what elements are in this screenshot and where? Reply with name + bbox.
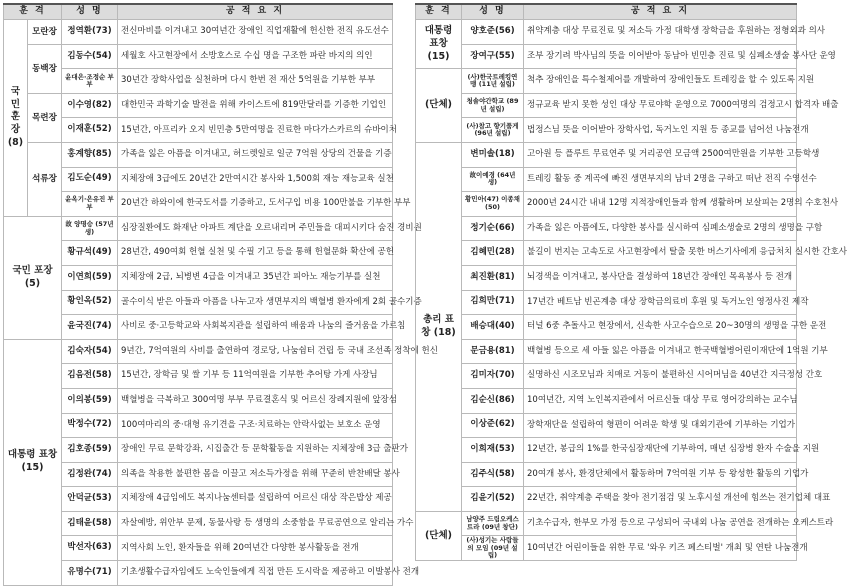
- recipient-name: 문금용(81): [462, 339, 524, 364]
- merit-summary: 지역사회 노인, 환자들을 위해 20여년간 다양한 봉사활동을 전개: [118, 536, 393, 561]
- recipient-name: 변미솔(18): [462, 142, 524, 167]
- merit-summary: 지체장애 3급에도 20년간 2만여시간 봉사와 1,500회 재능 재능교육 실천: [118, 167, 393, 192]
- table-row: [416, 511, 797, 536]
- recipient-name: 유명수(71): [62, 561, 118, 586]
- left-award-table: [3, 3, 438, 586]
- merit-summary: 대한민국 과학기술 발전을 위해 카이스트에 819만달러를 기증한 기업인: [118, 93, 393, 118]
- table-row: [416, 69, 797, 94]
- header-name: 성 명: [462, 4, 524, 20]
- left-header-row: [4, 4, 393, 20]
- award-type-cell: 국민 포장 (5): [4, 216, 62, 339]
- recipient-name: 故 양명승 (57년생): [62, 216, 118, 241]
- recipient-name: 윤국진(74): [62, 315, 118, 340]
- table-row: [416, 265, 797, 290]
- award-type-cell: (단체): [416, 511, 462, 560]
- merit-summary: 취약계층 대상 무료진료 및 저소득 가정 대학생 장학금을 후원하는 정형외과 의사: [524, 20, 797, 45]
- recipient-name: (사)참고 향기품게 (96년 설립): [462, 118, 524, 143]
- recipient-name: 박정수(72): [62, 413, 118, 438]
- table-row: [4, 118, 393, 143]
- table-row: [4, 511, 393, 536]
- medal-class-cell: 목련장: [28, 93, 62, 142]
- right-award-table: [415, 3, 847, 561]
- award-type-cell: 대통령 표창 (15): [4, 339, 62, 585]
- table-row: [4, 216, 393, 241]
- merit-summary: 15년간, 아프리카 오지 빈민층 5만여명을 진료한 마다가스카르의 슈바이처: [118, 118, 393, 143]
- table-row: [4, 20, 393, 45]
- table-row: [4, 339, 393, 364]
- recipient-name: 故이예경 (64년생): [462, 167, 524, 192]
- merit-summary: 전신마비를 이겨내고 30여년간 장애인 직업재활에 헌신한 전직 유도선수: [118, 20, 393, 45]
- merit-summary: 장학재단을 설립하여 형편이 어려운 학생 및 대외기관에 기부하는 기업가: [524, 413, 797, 438]
- merit-summary: 30년간 장학사업을 실천하며 다시 한번 전 재산 5억원을 기부한 부부: [118, 69, 393, 94]
- merit-summary: 9년간, 7억여원의 사비를 출연하여 경로당, 나눔쉼터 건립 등 국내 조선족 정착에 헌신: [118, 339, 393, 364]
- recipient-name: 이연희(59): [62, 265, 118, 290]
- merit-summary: 고아원 등 플루트 무료연주 및 거리공연 모금액 2500여만원을 기부한 고등학생: [524, 142, 797, 167]
- header-award: 훈 격: [4, 4, 62, 20]
- merit-summary: 20년간 하와이에 한국도서를 기증하고, 도서구입 비용 100만불을 기부한 부부: [118, 192, 393, 217]
- merit-summary: 법정스님 뜻을 이어받아 장학사업, 독거노인 지원 등 종교를 넘어선 나눔전개: [524, 118, 797, 143]
- recipient-name: 김동수(54): [62, 44, 118, 69]
- right-header-row: [416, 4, 797, 20]
- recipient-name: 장여구(55): [462, 44, 524, 69]
- recipient-name: 황민아(47) 이종채(50): [462, 192, 524, 217]
- table-row: [416, 20, 797, 45]
- table-row: [4, 44, 393, 69]
- table-row: [416, 93, 797, 118]
- header-merit: 공 적 요 지: [118, 4, 393, 20]
- table-row: [4, 388, 393, 413]
- merit-summary: 지체장애 2급, 뇌병변 4급을 이겨내고 35년간 피아노 재능기부를 실천: [118, 265, 393, 290]
- merit-summary: 20여개 봉사, 환경단체에서 활동하며 7억여원 기부 등 왕성한 활동의 기업가: [524, 462, 797, 487]
- merit-summary: 기초수급자, 한부모 가정 등으로 구성되어 국내외 나눔 공연을 전개하는 오케스트라: [524, 511, 797, 536]
- recipient-name: 양호준(56): [462, 20, 524, 45]
- table-row: [4, 142, 393, 167]
- merit-summary: 자살예방, 위안부 문제, 동물사랑 등 생명의 소중함을 무료공연으로 알리는 가수: [118, 511, 393, 536]
- award-type-cell: 총리 표창 (18): [416, 142, 462, 511]
- merit-summary: 28년간, 490여회 헌혈 실천 및 수필 기고 등을 통해 헌혈문화 확산에 공헌: [118, 241, 393, 266]
- recipient-name: 김도순(49): [62, 167, 118, 192]
- merit-summary: 뇌경색을 이겨내고, 봉사단을 결성하여 18년간 장애인 목욕봉사 등 전개: [524, 265, 797, 290]
- table-row: [416, 536, 797, 561]
- recipient-name: 김음전(58): [62, 364, 118, 389]
- recipient-name: 홍계향(85): [62, 142, 118, 167]
- table-row: [416, 339, 797, 364]
- table-row: [416, 364, 797, 389]
- table-row: [416, 216, 797, 241]
- recipient-name: 김혜민(28): [462, 241, 524, 266]
- recipient-name: 윤대은·조정순 부부: [62, 69, 118, 94]
- header-name: 성 명: [62, 4, 118, 20]
- table-row: [4, 315, 393, 340]
- table-row: [416, 388, 797, 413]
- recipient-name: 남양주 드림오케스트라 (09년 창단): [462, 511, 524, 536]
- recipient-name: 이재훈(52): [62, 118, 118, 143]
- header-merit: 공 적 요 지: [524, 4, 797, 20]
- table-row: [4, 290, 393, 315]
- merit-summary: 트레킹 활동 중 계곡에 빠진 생면부지의 남녀 2명을 구하고 떠난 전직 수영선수: [524, 167, 797, 192]
- merit-summary: 조부 장기려 박사님의 뜻을 이어받아 동남아 빈민층 진료 및 심폐소생술 봉사단 운영: [524, 44, 797, 69]
- table-row: [4, 487, 393, 512]
- table-row: [416, 241, 797, 266]
- recipient-name: 박선자(63): [62, 536, 118, 561]
- award-type-cell: 국민 훈장 (8): [4, 20, 28, 217]
- recipient-name: 김숙자(54): [62, 339, 118, 364]
- merit-summary: 백혈병 등으로 세 아들 잃은 아픔을 이겨내고 한국백혈병어린이재단에 1억원 기부: [524, 339, 797, 364]
- recipient-name: 김미자(70): [462, 364, 524, 389]
- merit-summary: 의족을 착용한 불편한 몸을 이끌고 저소득가정을 위해 꾸준히 반찬배달 봉사: [118, 462, 393, 487]
- table-row: [4, 241, 393, 266]
- recipient-name: 이수영(82): [62, 93, 118, 118]
- table-row: [416, 142, 797, 167]
- table-row: [4, 265, 393, 290]
- recipient-name: 김희만(71): [462, 290, 524, 315]
- merit-summary: 가족을 잃은 아픔에도, 다양한 봉사를 실시하여 심폐소생술로 2명의 생명을 구함: [524, 216, 797, 241]
- award-type-cell: (단체): [416, 69, 462, 143]
- medal-class-cell: 모란장: [28, 20, 62, 45]
- recipient-name: 최진환(81): [462, 265, 524, 290]
- table-row: [416, 290, 797, 315]
- table-row: [416, 413, 797, 438]
- merit-summary: 15년간, 장학금 및 쌀 기부 등 11억여원을 기부한 추어탕 가게 사장님: [118, 364, 393, 389]
- merit-summary: 22년간, 취약계층 주택을 찾아 전기점검 및 노후시설 개선에 힘쓰는 전기업체 대표: [524, 487, 797, 512]
- table-row: [416, 167, 797, 192]
- table-row: [4, 413, 393, 438]
- table-row: [4, 536, 393, 561]
- table-row: [416, 315, 797, 340]
- medal-class-cell: 석류장: [28, 142, 62, 216]
- merit-summary: 100여마리의 중·대형 유기견을 구조·치료하는 안락사없는 보호소 운영: [118, 413, 393, 438]
- merit-summary: 실명하신 시조모님과 치매로 거동이 불편하신 시어머님을 40년간 지극정성 간호: [524, 364, 797, 389]
- recipient-name: 이희재(53): [462, 438, 524, 463]
- table-row: [4, 561, 393, 586]
- recipient-name: 황인옥(52): [62, 290, 118, 315]
- recipient-name: 김윤기(52): [462, 487, 524, 512]
- recipient-name: 이상준(62): [462, 413, 524, 438]
- medal-class-cell: 동백장: [28, 44, 62, 93]
- table-row: [416, 487, 797, 512]
- table-row: [416, 438, 797, 463]
- merit-summary: 정규교육 받지 못한 성인 대상 무료야학 운영으로 7000여명의 검정고시 합격자 배출: [524, 93, 797, 118]
- merit-summary: 10여년간 어린이들을 위한 무료 '와우 키즈 페스티벌' 개최 및 연탄 나눔전개: [524, 536, 797, 561]
- table-row: [4, 167, 393, 192]
- merit-summary: 터널 6중 추돌사고 현장에서, 신속한 사고수습으로 20~30명의 생명을 구한 운전: [524, 315, 797, 340]
- recipient-name: 황규석(49): [62, 241, 118, 266]
- merit-summary: 심장질환에도 화재난 아파트 계단을 오르내리며 주민들을 대피시키다 숨진 경비원: [118, 216, 393, 241]
- table-row: [4, 93, 393, 118]
- merit-summary: 사비로 중·고등학교와 사회복지관을 설립하여 배움과 나눔의 즐거움을 가르침: [118, 315, 393, 340]
- recipient-name: 김정완(74): [62, 462, 118, 487]
- merit-summary: 2000년 24시간 내내 12명 지적장애인들과 함께 생활하며 보살피는 2명의 수호천사: [524, 192, 797, 217]
- recipient-name: 정기순(66): [462, 216, 524, 241]
- recipient-name: 김주식(58): [462, 462, 524, 487]
- recipient-name: 김태윤(58): [62, 511, 118, 536]
- merit-summary: 불길이 번지는 고속도로 사고현장에서 탈출 못한 버스기사에게 응급처치 실시한 간호사: [524, 241, 797, 266]
- merit-summary: 지체장애 4급임에도 복지나눔센터를 설립하여 어르신 대상 작은밥상 제공: [118, 487, 393, 512]
- header-award: 훈 격: [416, 4, 462, 20]
- recipient-name: (사)한국트레킹연맹 (11년 설립): [462, 69, 524, 94]
- table-row: [4, 364, 393, 389]
- recipient-name: 청솔야간학교 (89년 설립): [462, 93, 524, 118]
- recipient-name: 이의봉(59): [62, 388, 118, 413]
- recipient-name: 윤옥기·은유진 부부: [62, 192, 118, 217]
- recipient-name: 안덕균(53): [62, 487, 118, 512]
- table-row: [4, 438, 393, 463]
- award-type-cell: 대통령 표창 (15): [416, 20, 462, 69]
- recipient-name: 김호종(59): [62, 438, 118, 463]
- merit-summary: 세월호 사고현장에서 소방호스로 수십 명을 구조한 파란 바지의 의인: [118, 44, 393, 69]
- table-row: [416, 192, 797, 217]
- merit-summary: 기초생활수급자임에도 노숙인들에게 직접 만든 도시락을 제공하고 이발봉사 전개: [118, 561, 393, 586]
- table-row: [4, 192, 393, 217]
- merit-summary: 척추 장애인을 특수철제어를 개발하여 장애인들도 트레킹을 할 수 있도록 지원: [524, 69, 797, 94]
- merit-summary: 골수이식 받은 아들과 아픔을 나누고자 생면부지의 백혈병 환자에게 2회 골수기증: [118, 290, 393, 315]
- table-row: [4, 462, 393, 487]
- recipient-name: 정역환(73): [62, 20, 118, 45]
- merit-summary: 장애인 무료 문학강좌, 시집출간 등 문학활동을 지원하는 지체장애 3급 출판가: [118, 438, 393, 463]
- recipient-name: (사)성기는 사람들의 모임 (09년 설립): [462, 536, 524, 561]
- merit-summary: 12년간, 봉급의 1%를 한국심장재단에 기부하여, 매년 심장병 환자 수술을 지원: [524, 438, 797, 463]
- table-row: [416, 118, 797, 143]
- merit-summary: 17년간 베트남 빈곤계층 대상 장학금의료비 후원 및 독거노인 영정사진 제작: [524, 290, 797, 315]
- merit-summary: 가족을 잃은 아픔을 이겨내고, 허드렛일로 일군 7억원 상당의 건물을 기증: [118, 142, 393, 167]
- merit-summary: 10여년간, 지역 노인복지관에서 어르신들 대상 무료 영어강의하는 교수님: [524, 388, 797, 413]
- recipient-name: 배승대(40): [462, 315, 524, 340]
- table-row: [4, 69, 393, 94]
- recipient-name: 김순신(86): [462, 388, 524, 413]
- table-row: [416, 462, 797, 487]
- table-row: [416, 44, 797, 69]
- merit-summary: 백혈병을 극복하고 300여명 부부 무료결혼식 및 어르신 장례지원에 앞장섬: [118, 388, 393, 413]
